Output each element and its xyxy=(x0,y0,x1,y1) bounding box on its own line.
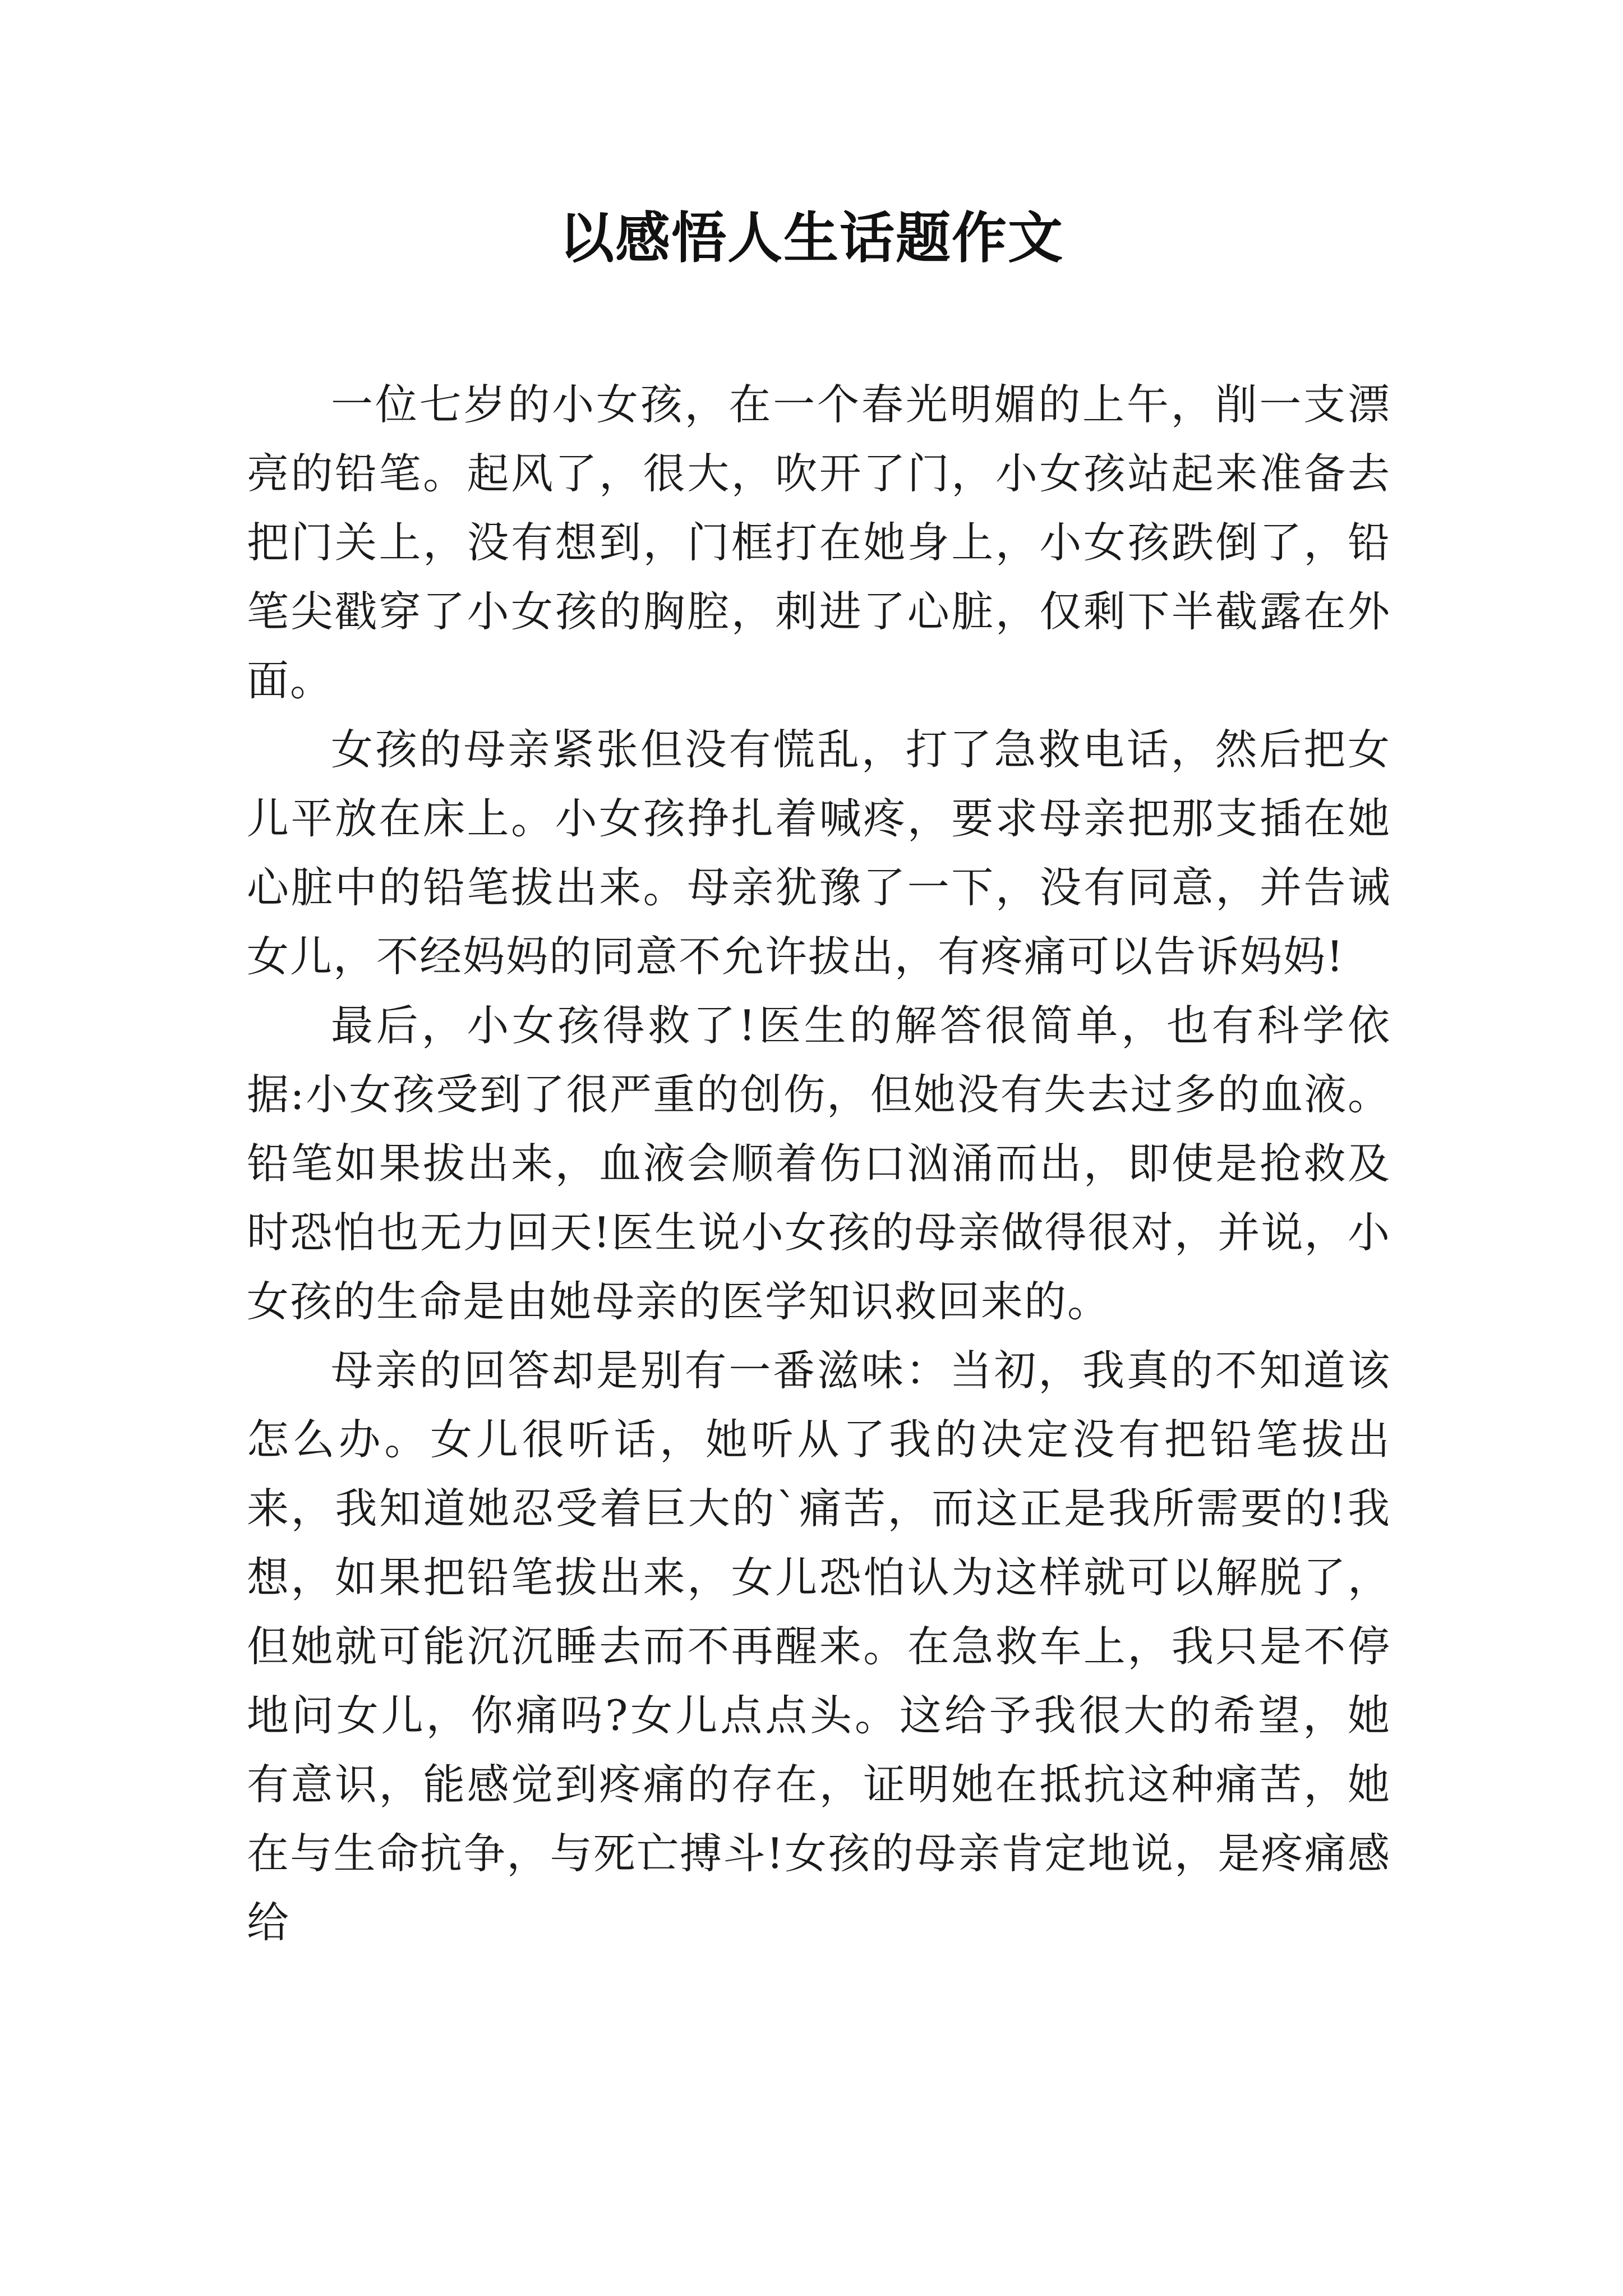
paragraph: 女孩的母亲紧张但没有慌乱，打了急救电话，然后把女儿平放在床上。小女孩挣扎着喊疼，要求母亲把那支插在她心脏中的铅笔拔出来。母亲犹豫了一下，没有同意，并告诫女儿，不经妈妈的同意不允许拔出，有疼痛可以告诉妈妈! xyxy=(247,725,1391,981)
paragraph: 最后，小女孩得救了!医生的解答很简单，也有科学依据:小女孩受到了很严重的创伤，但她没有失去过多的血液。铅笔如果拔出来，血液会顺着伤口汹涌而出，即使是抢救及时恐怕也无力回天!医生说小女孩的母亲做得很对，并说，小女孩的生命是由她母亲的医学知识救回来的。 xyxy=(247,1001,1391,1326)
paragraph: 一位七岁的小女孩，在一个春光明媚的上午，削一支漂亮的铅笔。起风了，很大，吹开了门，小女孩站起来准备去把门关上，没有想到，门框打在她身上，小女孩跌倒了，铅笔尖戳穿了小女孩的胸腔，刺进了心脏，仅剩下半截露在外面。 xyxy=(247,380,1391,705)
document-body xyxy=(247,370,1391,1957)
paragraph: 母亲的回答却是别有一番滋味：当初，我真的不知道该怎么办。女儿很听话，她听从了我的决定没有把铅笔拔出来，我知道她忍受着巨大的`痛苦，而这正是我所需要的!我想，如果把铅笔拔出来，女儿恐怕认为这样就可以解脱了，但她就可能沉沉睡去而不再醒来。在急救车上，我只是不停地问女儿，你痛吗?女儿点点头。这给予我很大的希望，她有意识，能感觉到疼痛的存在，证明她在抵抗这种痛苦，她在与生命抗争，与死亡搏斗!女孩的母亲肯定地说，是疼痛感给 xyxy=(247,1346,1391,1947)
document-title: 以感悟人生话题作文 xyxy=(559,206,1064,270)
